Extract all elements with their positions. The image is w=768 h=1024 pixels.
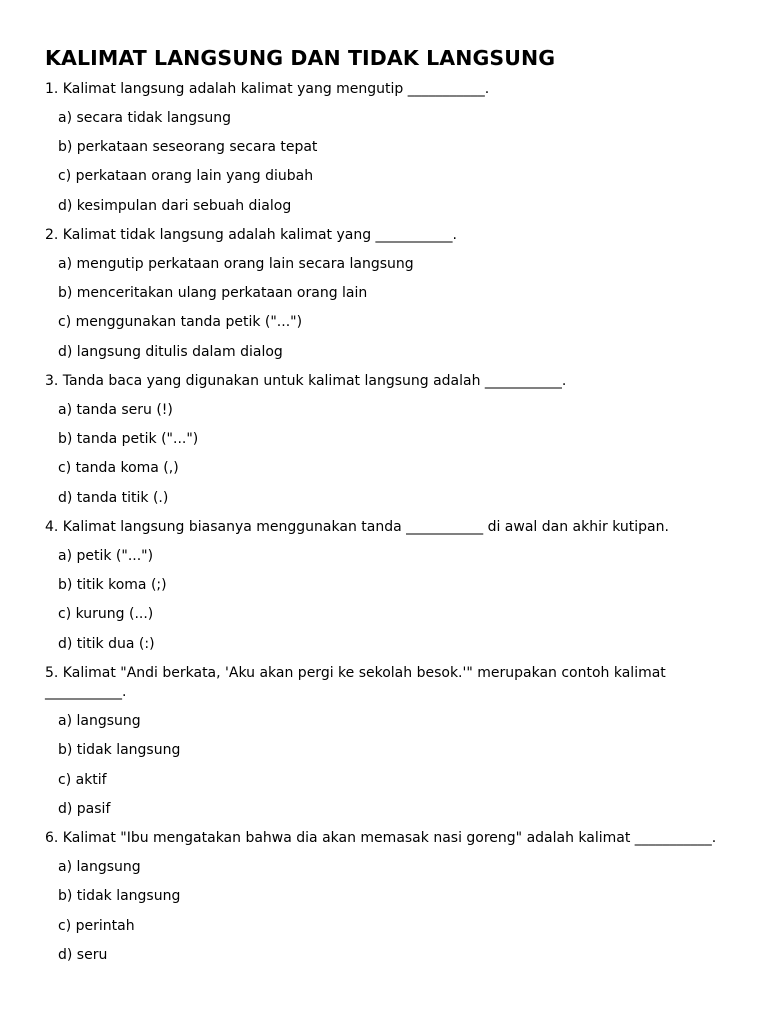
- option-a: a) tanda seru (!): [58, 401, 173, 418]
- question-text: 3. Tanda baca yang digunakan untuk kalimat langsung adalah ___________.: [45, 373, 567, 390]
- option-b: b) tanda petik ("..."): [58, 431, 199, 448]
- option-d: d) seru: [58, 946, 108, 963]
- option-a: a) mengutip perkataan orang lain secara langsung: [58, 255, 414, 272]
- option-b: b) titik koma (;): [58, 577, 167, 594]
- question-text: 5. Kalimat "Andi berkata, 'Aku akan pergi ke sekolah besok.'" merupakan contoh kalimat ___________.: [45, 665, 666, 701]
- option-d: d) titik dua (:): [58, 635, 155, 652]
- option-d: d) kesimpulan dari sebuah dialog: [58, 197, 292, 214]
- question-2: [45, 226, 735, 362]
- question-text: 4. Kalimat langsung biasanya menggunakan tanda ___________ di awal dan akhir kutipan.: [45, 519, 669, 536]
- option-d: d) langsung ditulis dalam dialog: [58, 343, 283, 360]
- option-c: c) kurung (...): [58, 606, 154, 623]
- option-b: b) tidak langsung: [58, 888, 181, 905]
- option-c: c) menggunakan tanda petik ("..."): [58, 314, 303, 331]
- question-5: [45, 664, 735, 819]
- question-text: 2. Kalimat tidak langsung adalah kalimat yang ___________.: [45, 227, 458, 244]
- question-text: 1. Kalimat langsung adalah kalimat yang mengutip ___________.: [45, 81, 490, 97]
- option-b: b) tidak langsung: [58, 742, 181, 759]
- question-text: 6. Kalimat "Ibu mengatakan bahwa dia akan memasak nasi goreng" adalah kalimat ___________.: [45, 830, 717, 847]
- question-4: [45, 518, 735, 654]
- question-1: [45, 80, 735, 216]
- option-b: b) menceritakan ulang perkataan orang lain: [58, 284, 368, 301]
- worksheet-page: [45, 44, 735, 975]
- option-c: c) tanda koma (,): [58, 460, 179, 477]
- option-a: a) langsung: [58, 858, 141, 875]
- option-c: c) aktif: [58, 771, 107, 788]
- question-3: [45, 372, 735, 508]
- page-title: KALIMAT LANGSUNG DAN TIDAK LANGSUNG: [45, 46, 556, 70]
- option-c: c) perintah: [58, 917, 135, 934]
- option-a: a) petik ("..."): [58, 547, 154, 564]
- option-a: a) langsung: [58, 712, 141, 729]
- option-c: c) perkataan orang lain yang diubah: [58, 168, 314, 185]
- question-6: [45, 829, 735, 965]
- option-b: b) perkataan seseorang secara tepat: [58, 138, 318, 155]
- option-a: a) secara tidak langsung: [58, 109, 232, 126]
- option-d: d) pasif: [58, 800, 111, 817]
- option-d: d) tanda titik (.): [58, 489, 169, 506]
